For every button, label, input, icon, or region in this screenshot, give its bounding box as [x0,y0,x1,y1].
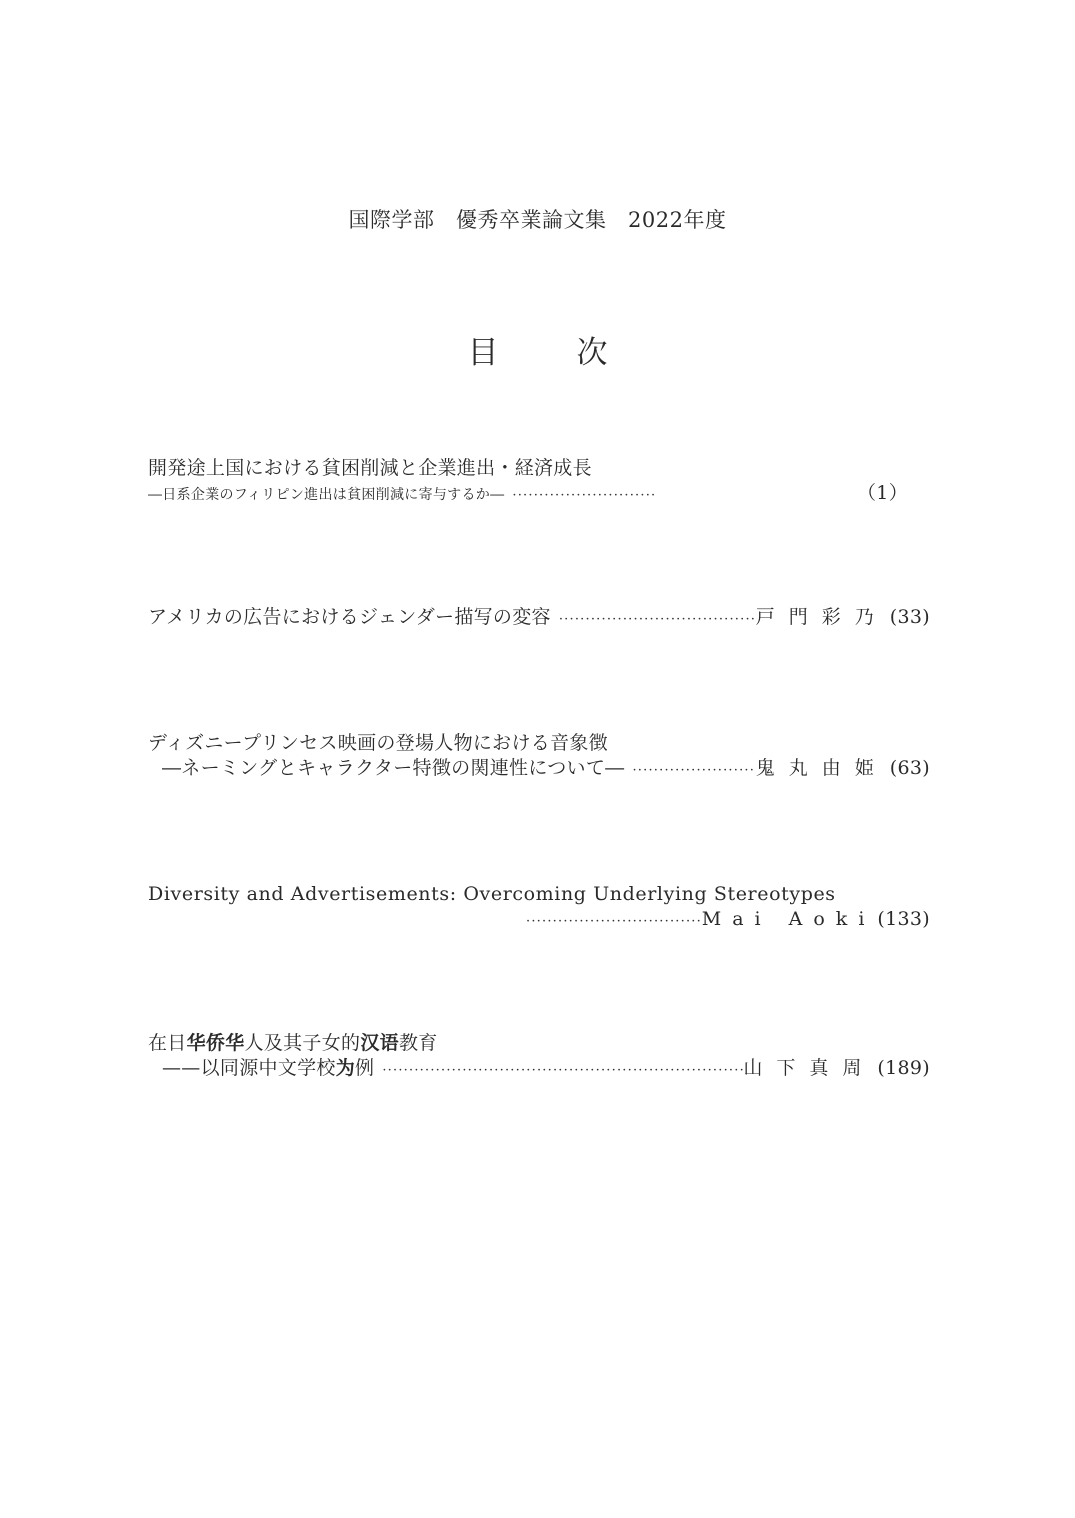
toc-entry-subtitle-line [148,480,930,509]
toc-entry-author: Mai Aoki [701,908,876,930]
title-part: 在日 [148,1032,187,1054]
toc-entry-author: 鬼丸由姫 [755,757,888,779]
dot-leader [518,909,702,935]
toc-entry-1 [148,456,930,509]
toc-entry-subtitle-line [148,755,930,784]
toc-entry-author: 山下真周 [743,1057,876,1079]
toc-heading: 目次 [467,335,686,371]
dot-leader [551,607,756,633]
toc-entry-title: Diversity and Advertisements: Overcoming Underlying Stereotypes [148,883,836,905]
toc-entry-page: (189) [877,1057,930,1079]
subtitle-part-bold: 为 [335,1057,356,1079]
toc-entry-subtitle: ―日系企業のフィリピン進出は貧困削減に寄与するか― [148,487,505,503]
toc-entry-subtitle: ―ネーミングとキャラクター特徴の関連性について― [162,757,625,779]
toc-entry-page: (63) [889,757,930,779]
subtitle-part: 例 [355,1057,375,1079]
title-part: 教育 [398,1032,438,1054]
title-part: 人及其子女的 [244,1032,361,1054]
toc-entry-subtitle-line [148,1055,930,1084]
toc-entry-page: （1） [857,482,908,504]
collection-header: 国際学部 優秀卒業論文集 2022年度 [348,208,727,232]
toc-entry-5 [148,1031,930,1084]
toc-entry-title: アメリカの広告におけるジェンダー描写の変容 [148,606,551,628]
subtitle-part: ——以同源中文学校 [162,1057,336,1079]
toc-entry-2 [148,604,930,633]
toc-entry-author: 戸門彩乃 [755,606,888,628]
title-part-bold: 华侨华 [186,1032,245,1054]
title-part-bold: 汉语 [360,1032,399,1054]
toc-entry-4 [148,882,930,935]
toc-entry-line [148,604,930,633]
toc-entry-title: ディズニープリンセス映画の登場人物における音象徴 [148,732,608,754]
dot-leader [504,483,654,509]
toc-entry-page: (33) [889,606,930,628]
dot-leader [624,758,755,784]
toc-entry-title: 開発途上国における貧困削減と企業進出・経済成長 [148,457,592,479]
toc-entry-3 [148,731,930,784]
toc-entry-page: (133) [877,908,930,930]
toc-entry-subtitle-line [148,906,930,935]
toc-entry-title [148,1031,930,1055]
dot-leader [374,1058,743,1084]
toc-entry-subtitle [148,1055,374,1081]
